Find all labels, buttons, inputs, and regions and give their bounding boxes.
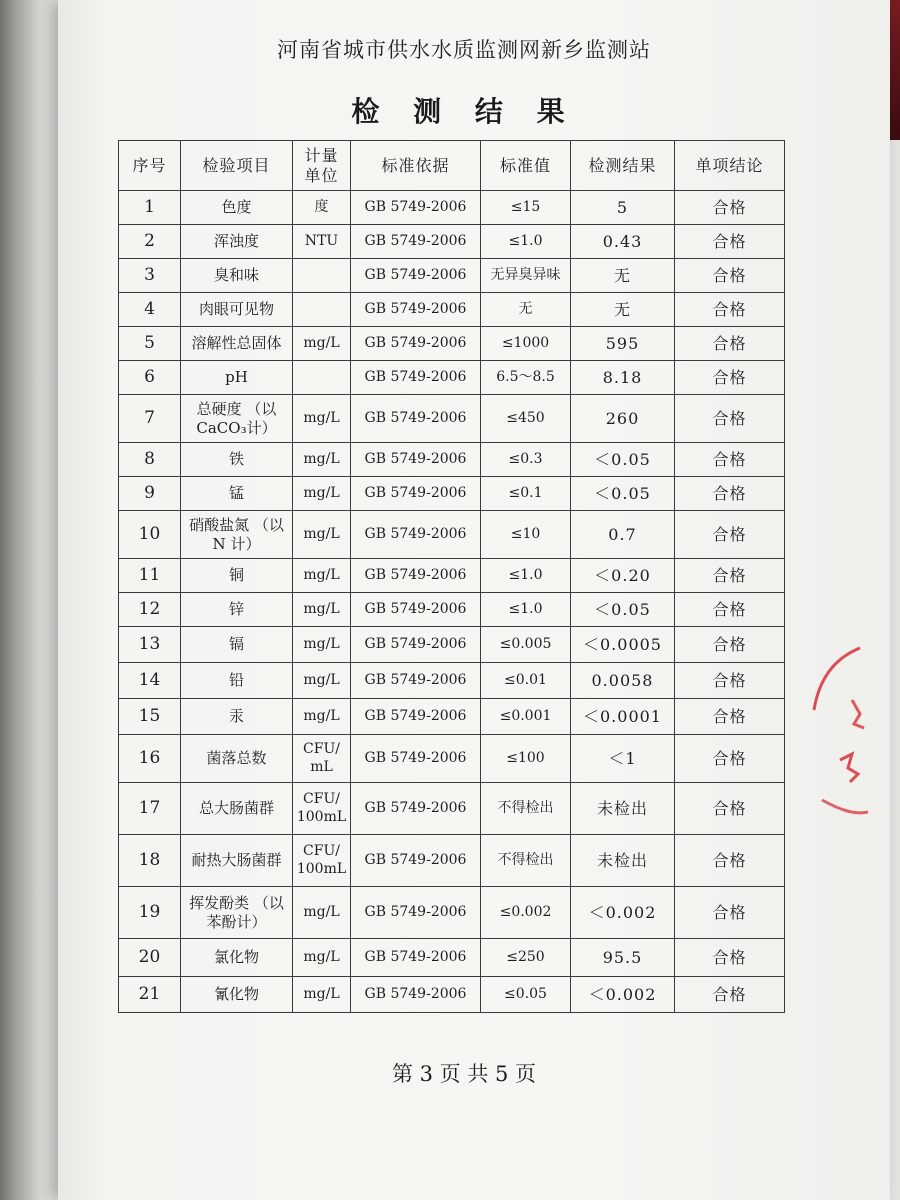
cell-no: 11 [119,559,181,593]
cell-item: 总硬度 （以 CaCO₃计） [181,395,293,443]
cell-standard: GB 5749-2006 [351,293,481,327]
cell-item: 色度 [181,191,293,225]
cell-result: 无 [571,293,675,327]
header-limit: 标准值 [481,141,571,191]
cell-limit: ≤0.05 [481,977,571,1013]
table-row [119,395,785,443]
cell-limit: ≤15 [481,191,571,225]
cell-unit: CFU/ 100mL [293,783,351,835]
cell-result: 0.0058 [571,663,675,699]
table-row [119,663,785,699]
table-header-row [119,141,785,191]
cell-item: 汞 [181,699,293,735]
cell-no: 3 [119,259,181,293]
cell-no: 16 [119,735,181,783]
cell-item: pH [181,361,293,395]
cell-limit: ≤1.0 [481,225,571,259]
header-no: 序号 [119,141,181,191]
header-item: 检验项目 [181,141,293,191]
cell-no: 10 [119,511,181,559]
cell-item: 氰化物 [181,977,293,1013]
cell-limit: ≤0.1 [481,477,571,511]
cell-item: 铁 [181,443,293,477]
cell-result: ＜1 [571,735,675,783]
table-row [119,627,785,663]
cell-conclusion: 合格 [675,663,785,699]
page-title: 检 测 结 果 [351,95,577,128]
table-row [119,699,785,735]
cell-result: ＜0.002 [571,977,675,1013]
cell-limit: ≤100 [481,735,571,783]
table-row [119,559,785,593]
cell-standard: GB 5749-2006 [351,735,481,783]
cell-standard: GB 5749-2006 [351,783,481,835]
cell-result: 5 [571,191,675,225]
cell-conclusion: 合格 [675,835,785,887]
cell-result: 无 [571,259,675,293]
cell-conclusion: 合格 [675,939,785,977]
cell-no: 14 [119,663,181,699]
cell-limit: ≤450 [481,395,571,443]
cell-standard: GB 5749-2006 [351,225,481,259]
table-row [119,977,785,1013]
cell-unit: mg/L [293,663,351,699]
cell-limit: ≤1.0 [481,559,571,593]
cell-unit: 度 [293,191,351,225]
cell-standard: GB 5749-2006 [351,663,481,699]
cell-item: 锌 [181,593,293,627]
cell-standard: GB 5749-2006 [351,887,481,939]
cell-result: 0.7 [571,511,675,559]
table-row [119,735,785,783]
cell-conclusion: 合格 [675,593,785,627]
cell-limit: 6.5～8.5 [481,361,571,395]
cell-result: ＜0.002 [571,887,675,939]
cell-standard: GB 5749-2006 [351,939,481,977]
cell-standard: GB 5749-2006 [351,835,481,887]
cell-unit: CFU/ 100mL [293,835,351,887]
cell-limit: 无 [481,293,571,327]
cell-conclusion: 合格 [675,361,785,395]
cell-conclusion: 合格 [675,735,785,783]
cell-no: 18 [119,835,181,887]
cell-standard: GB 5749-2006 [351,361,481,395]
cell-unit: mg/L [293,511,351,559]
cell-no: 9 [119,477,181,511]
cell-result: ＜0.0005 [571,627,675,663]
table-row [119,293,785,327]
table-row [119,443,785,477]
cell-unit: mg/L [293,559,351,593]
cell-no: 4 [119,293,181,327]
cell-unit [293,293,351,327]
report-page [58,0,890,1200]
cell-result: 95.5 [571,939,675,977]
cell-no: 5 [119,327,181,361]
table-body [119,191,785,1013]
cell-item: 肉眼可见物 [181,293,293,327]
cell-result: ＜0.05 [571,443,675,477]
table-row [119,477,785,511]
table-row [119,939,785,977]
cell-limit: ≤0.005 [481,627,571,663]
cell-unit: mg/L [293,887,351,939]
cell-conclusion: 合格 [675,259,785,293]
cell-unit: mg/L [293,627,351,663]
cell-standard: GB 5749-2006 [351,627,481,663]
cell-result: 未检出 [571,783,675,835]
cell-no: 8 [119,443,181,477]
table-row [119,361,785,395]
cell-no: 19 [119,887,181,939]
cell-unit: mg/L [293,443,351,477]
cell-no: 15 [119,699,181,735]
cell-no: 21 [119,977,181,1013]
cell-standard: GB 5749-2006 [351,259,481,293]
table-row [119,191,785,225]
cell-conclusion: 合格 [675,225,785,259]
table-row [119,783,785,835]
cell-limit: ≤250 [481,939,571,977]
cell-unit: mg/L [293,699,351,735]
cell-conclusion: 合格 [675,511,785,559]
cell-no: 12 [119,593,181,627]
cell-conclusion: 合格 [675,627,785,663]
cell-limit: ≤0.01 [481,663,571,699]
cell-item: 挥发酚类 （以苯酚计） [181,887,293,939]
cell-conclusion: 合格 [675,887,785,939]
table-row [119,259,785,293]
cell-item: 锰 [181,477,293,511]
cell-conclusion: 合格 [675,443,785,477]
cell-conclusion: 合格 [675,977,785,1013]
cell-item: 总大肠菌群 [181,783,293,835]
cell-standard: GB 5749-2006 [351,395,481,443]
cell-limit: ≤10 [481,511,571,559]
cell-conclusion: 合格 [675,477,785,511]
cell-no: 13 [119,627,181,663]
cell-no: 20 [119,939,181,977]
cell-standard: GB 5749-2006 [351,593,481,627]
cell-unit [293,361,351,395]
header-result: 检测结果 [571,141,675,191]
cell-conclusion: 合格 [675,559,785,593]
cell-standard: GB 5749-2006 [351,443,481,477]
cell-item: 氯化物 [181,939,293,977]
cell-unit: mg/L [293,593,351,627]
cell-unit: mg/L [293,939,351,977]
cell-item: 硝酸盐氮 （以 N 计） [181,511,293,559]
cell-item: 菌落总数 [181,735,293,783]
cell-no: 6 [119,361,181,395]
cell-limit: ≤1.0 [481,593,571,627]
cell-unit: mg/L [293,327,351,361]
cell-limit: ≤0.3 [481,443,571,477]
cell-conclusion: 合格 [675,783,785,835]
table-row [119,225,785,259]
cell-conclusion: 合格 [675,395,785,443]
cell-item: 铅 [181,663,293,699]
table-row [119,887,785,939]
cell-standard: GB 5749-2006 [351,977,481,1013]
cell-no: 7 [119,395,181,443]
cell-conclusion: 合格 [675,699,785,735]
table-row [119,327,785,361]
cell-unit: mg/L [293,395,351,443]
cell-item: 耐热大肠菌群 [181,835,293,887]
cell-unit [293,259,351,293]
header-conclusion: 单项结论 [675,141,785,191]
cell-result: ＜0.05 [571,477,675,511]
cell-no: 1 [119,191,181,225]
cell-item: 浑浊度 [181,225,293,259]
cell-no: 2 [119,225,181,259]
organization-name: 河南省城市供水水质监测网新乡监测站 [277,38,651,62]
cell-no: 17 [119,783,181,835]
cell-standard: GB 5749-2006 [351,191,481,225]
header-unit: 计量 单位 [293,141,351,191]
cell-standard: GB 5749-2006 [351,511,481,559]
cell-result: 8.18 [571,361,675,395]
cell-result: ＜0.20 [571,559,675,593]
cell-result: 260 [571,395,675,443]
cell-result: ＜0.05 [571,593,675,627]
cell-limit: ≤0.002 [481,887,571,939]
cell-result: 0.43 [571,225,675,259]
cell-limit: ≤0.001 [481,699,571,735]
cell-standard: GB 5749-2006 [351,559,481,593]
cell-limit: 不得检出 [481,783,571,835]
cell-unit: mg/L [293,477,351,511]
cell-result: 未检出 [571,835,675,887]
cell-conclusion: 合格 [675,191,785,225]
cell-unit: mg/L [293,977,351,1013]
cell-standard: GB 5749-2006 [351,477,481,511]
cell-item: 溶解性总固体 [181,327,293,361]
header-standard: 标准依据 [351,141,481,191]
table-row [119,835,785,887]
cell-item: 镉 [181,627,293,663]
cell-result: ＜0.0001 [571,699,675,735]
cell-item: 臭和味 [181,259,293,293]
cell-limit: 不得检出 [481,835,571,887]
cell-conclusion: 合格 [675,293,785,327]
results-table [118,140,785,1013]
cell-standard: GB 5749-2006 [351,327,481,361]
page-number-footer: 第 3 页 共 5 页 [391,1062,537,1086]
cell-unit: NTU [293,225,351,259]
cell-conclusion: 合格 [675,327,785,361]
cell-standard: GB 5749-2006 [351,699,481,735]
table-row [119,511,785,559]
cell-unit: CFU/ mL [293,735,351,783]
cell-limit: 无异臭异味 [481,259,571,293]
cell-limit: ≤1000 [481,327,571,361]
cell-item: 铜 [181,559,293,593]
table-row [119,593,785,627]
cell-result: 595 [571,327,675,361]
